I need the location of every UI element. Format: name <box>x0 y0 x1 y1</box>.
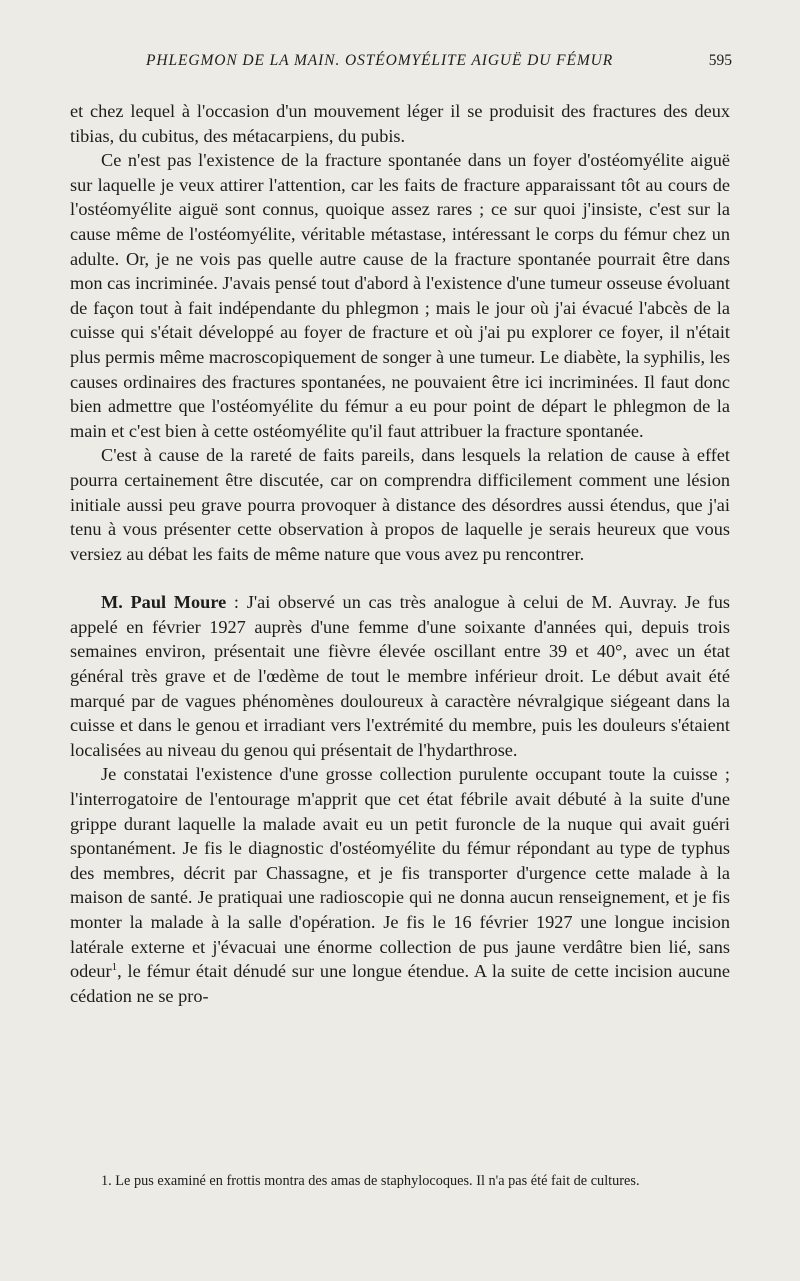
page-header <box>70 52 730 82</box>
paragraph-4-text: : J'ai observé un cas très analogue à celui de M. Auvray. Je fus appelé en février 1927 auprès d'une femme d'une soixante d'années qui, depuis trois semaines environ, présentait une fièvre élevée oscillant entre 39 et 40°, avec un état général très grave et de l'œdème de tout le membre inférieur droit. Le début avait été marqué par de vagues phénomènes douloureux à caractère névralgique siégeant dans la cuisse et dans le genou et irradiant vers l'extrémité du membre, puis les douleurs s'étaient localisées au niveau du genou qui présentait de l'hydarthrose. <box>70 592 730 760</box>
footnote-reference: 1 <box>111 961 118 974</box>
paragraph-5-text-a: Je constatai l'existence d'une grosse collection purulente occupant toute la cuisse ; l'interrogatoire de l'entourage m'apprit que cet état fébrile avait débuté à la suite d'une grippe durant laquelle la malade avait eu un petit furoncle de la nuque qui avait guéri spontanément. Je fis le diagnostic d'ostéomyélite du fémur répondant au type de typhus des membres, décrit par Chassagne, et je fis transporter d'urgence cette malade à la maison de santé. Je pratiquai une radioscopie qui ne donna aucun renseignement, et je fis monter la malade à la salle d'opération. Je fis le 16 février 1927 une longue incision latérale externe et j'évacuai une énorme collection de pus jaune verdâtre bien lié, sans odeur <box>70 764 730 982</box>
paragraph-1: et chez lequel à l'occasion d'un mouvement léger il se produisit des fractures des deux tibias, du cubitus, des métacarpiens, du pubis. <box>70 101 730 146</box>
footnotes <box>70 1172 730 1191</box>
page-number: 595 <box>708 52 732 69</box>
paragraph-4 <box>70 590 730 762</box>
body-text <box>70 99 730 1008</box>
footnote-1: 1. Le pus examiné en frottis montra des amas de staphylocoques. Il n'a pas été fait de cultures. <box>101 1173 640 1189</box>
paragraph-3: C'est à cause de la rareté de faits pareils, dans lesquels la relation de cause à effet pourra certainement être discutée, car on comprendra difficilement comment une lésion initiale aussi peu grave pourra provoquer à distance des désordres aussi étendus, que j'ai tenu à vous présenter cette observation à propos de laquelle je serais heureux que vous versiez au débat les faits de même nature que vous avez pu rencontrer. <box>70 445 730 564</box>
speaker-name: M. Paul Moure <box>101 592 227 613</box>
paragraph-5-text-b: , le fémur était dénudé sur une longue étendue. A la suite de cette incision aucune cédation ne se pro- <box>70 961 730 1006</box>
paragraph-5 <box>70 762 730 1008</box>
running-title: PHLEGMON DE LA MAIN. OSTÉOMYÉLITE AIGUË DU FÉMUR <box>146 52 614 69</box>
paragraph-2: Ce n'est pas l'existence de la fracture spontanée dans un foyer d'ostéomyélite aiguë sur laquelle je veux attirer l'attention, car les faits de fracture apparaissant tôt au cours de l'ostéomyélite aiguë sont connus, quoique assez rares ; ce sur quoi j'insiste, c'est sur la cause même de l'ostéomyélite, véritable métastase, intéressant le corps du fémur chez un adulte. Or, je ne vois pas quelle autre cause de la fracture spontanée pourrait être dans mon cas incriminée. J'avais pensé tout d'abord à l'existence d'une tumeur osseuse évoluant de façon tout à fait indépendante du phlegmon ; mais le jour où j'ai évacué l'abcès de la cuisse qui s'était développé au foyer de fracture et où j'ai pu explorer ce foyer, il n'était plus permis même macroscopiquement de songer à une tumeur. Le diabète, la syphilis, les causes ordinaires des fractures spontanées, ne pouvaient être ici incriminées. Il faut donc bien admettre que l'ostéomyélite du fémur a eu pour point de départ le phlegmon de la main et c'est bien à cette ostéomyélite qu'il faut attribuer la fracture spontanée. <box>70 150 730 441</box>
